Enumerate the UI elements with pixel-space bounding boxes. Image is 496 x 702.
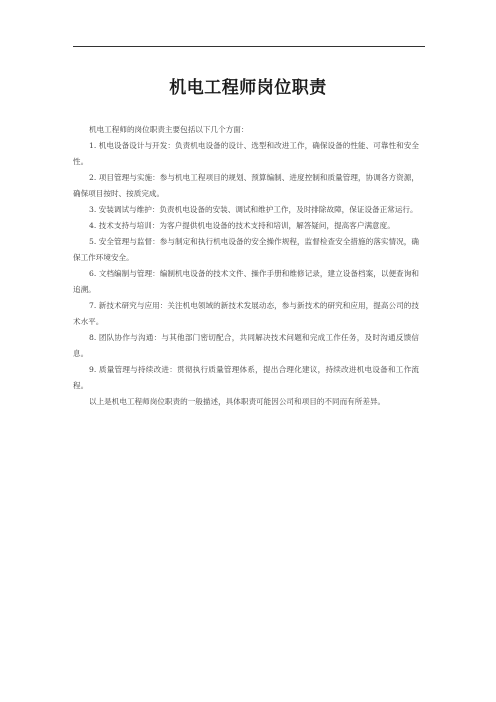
list-item	[73, 266, 419, 298]
intro-text: 机电工程师的岗位职责主要包括以下几个方面：	[89, 125, 249, 134]
item-number: 1.	[89, 141, 97, 150]
item-number: 9.	[89, 365, 97, 374]
document-body	[73, 122, 419, 410]
item-number: 7.	[89, 301, 97, 310]
item-text: 项目管理与实施：参与机电工程项目的规划、预算编制、进度控制和质量管理，协调各方资源，确保项目按时、按质完成。	[73, 173, 419, 198]
item-number: 3.	[89, 205, 97, 214]
item-text: 新技术研究与应用：关注机电领域的新技术发展动态，参与新技术的研究和应用，提高公司的技术水平。	[73, 301, 419, 326]
item-text: 安全管理与监督：参与制定和执行机电设备的安全操作规程，监督检查安全措施的落实情况，确保工作环境安全。	[73, 237, 419, 262]
item-text: 机电设备设计与开发：负责机电设备的设计、选型和改进工作，确保设备的性能、可靠性和安全性。	[73, 141, 419, 166]
item-text: 安装调试与维护：负责机电设备的安装、调试和维护工作，及时排除故障，保证设备正常运行。	[98, 205, 418, 214]
item-number: 2.	[89, 173, 97, 182]
item-text: 团队协作与沟通：与其他部门密切配合，共同解决技术问题和完成工作任务，及时沟通反馈信息。	[73, 333, 419, 358]
item-text: 文档编制与管理：编制机电设备的技术文件、操作手册和维修记录，建立设备档案，以便查询和追溯。	[73, 269, 419, 294]
list-item	[73, 330, 419, 362]
item-number: 5.	[89, 237, 97, 246]
document-title: 机电工程师岗位职责	[169, 78, 327, 98]
list-item	[73, 298, 419, 330]
item-text: 质量管理与持续改进：贯彻执行质量管理体系，提出合理化建议，持续改进机电设备和工作流程。	[73, 365, 419, 390]
intro-paragraph	[89, 122, 419, 138]
item-number: 6.	[89, 269, 97, 278]
list-item	[73, 202, 419, 218]
list-item	[73, 234, 419, 266]
conclusion-paragraph	[73, 394, 419, 410]
item-number: 8.	[89, 333, 97, 342]
list-item	[73, 170, 419, 202]
item-text: 技术支持与培训：为客户提供机电设备的技术支持和培训，解答疑问，提高客户满意度。	[98, 221, 395, 230]
list-item	[73, 218, 419, 234]
conclusion-text: 以上是机电工程师岗位职责的一般描述，具体职责可能因公司和项目的不同而有所差异。	[89, 397, 386, 406]
header-rule	[73, 46, 425, 47]
list-item	[73, 138, 419, 170]
list-item	[73, 362, 419, 394]
item-number: 4.	[89, 221, 97, 230]
